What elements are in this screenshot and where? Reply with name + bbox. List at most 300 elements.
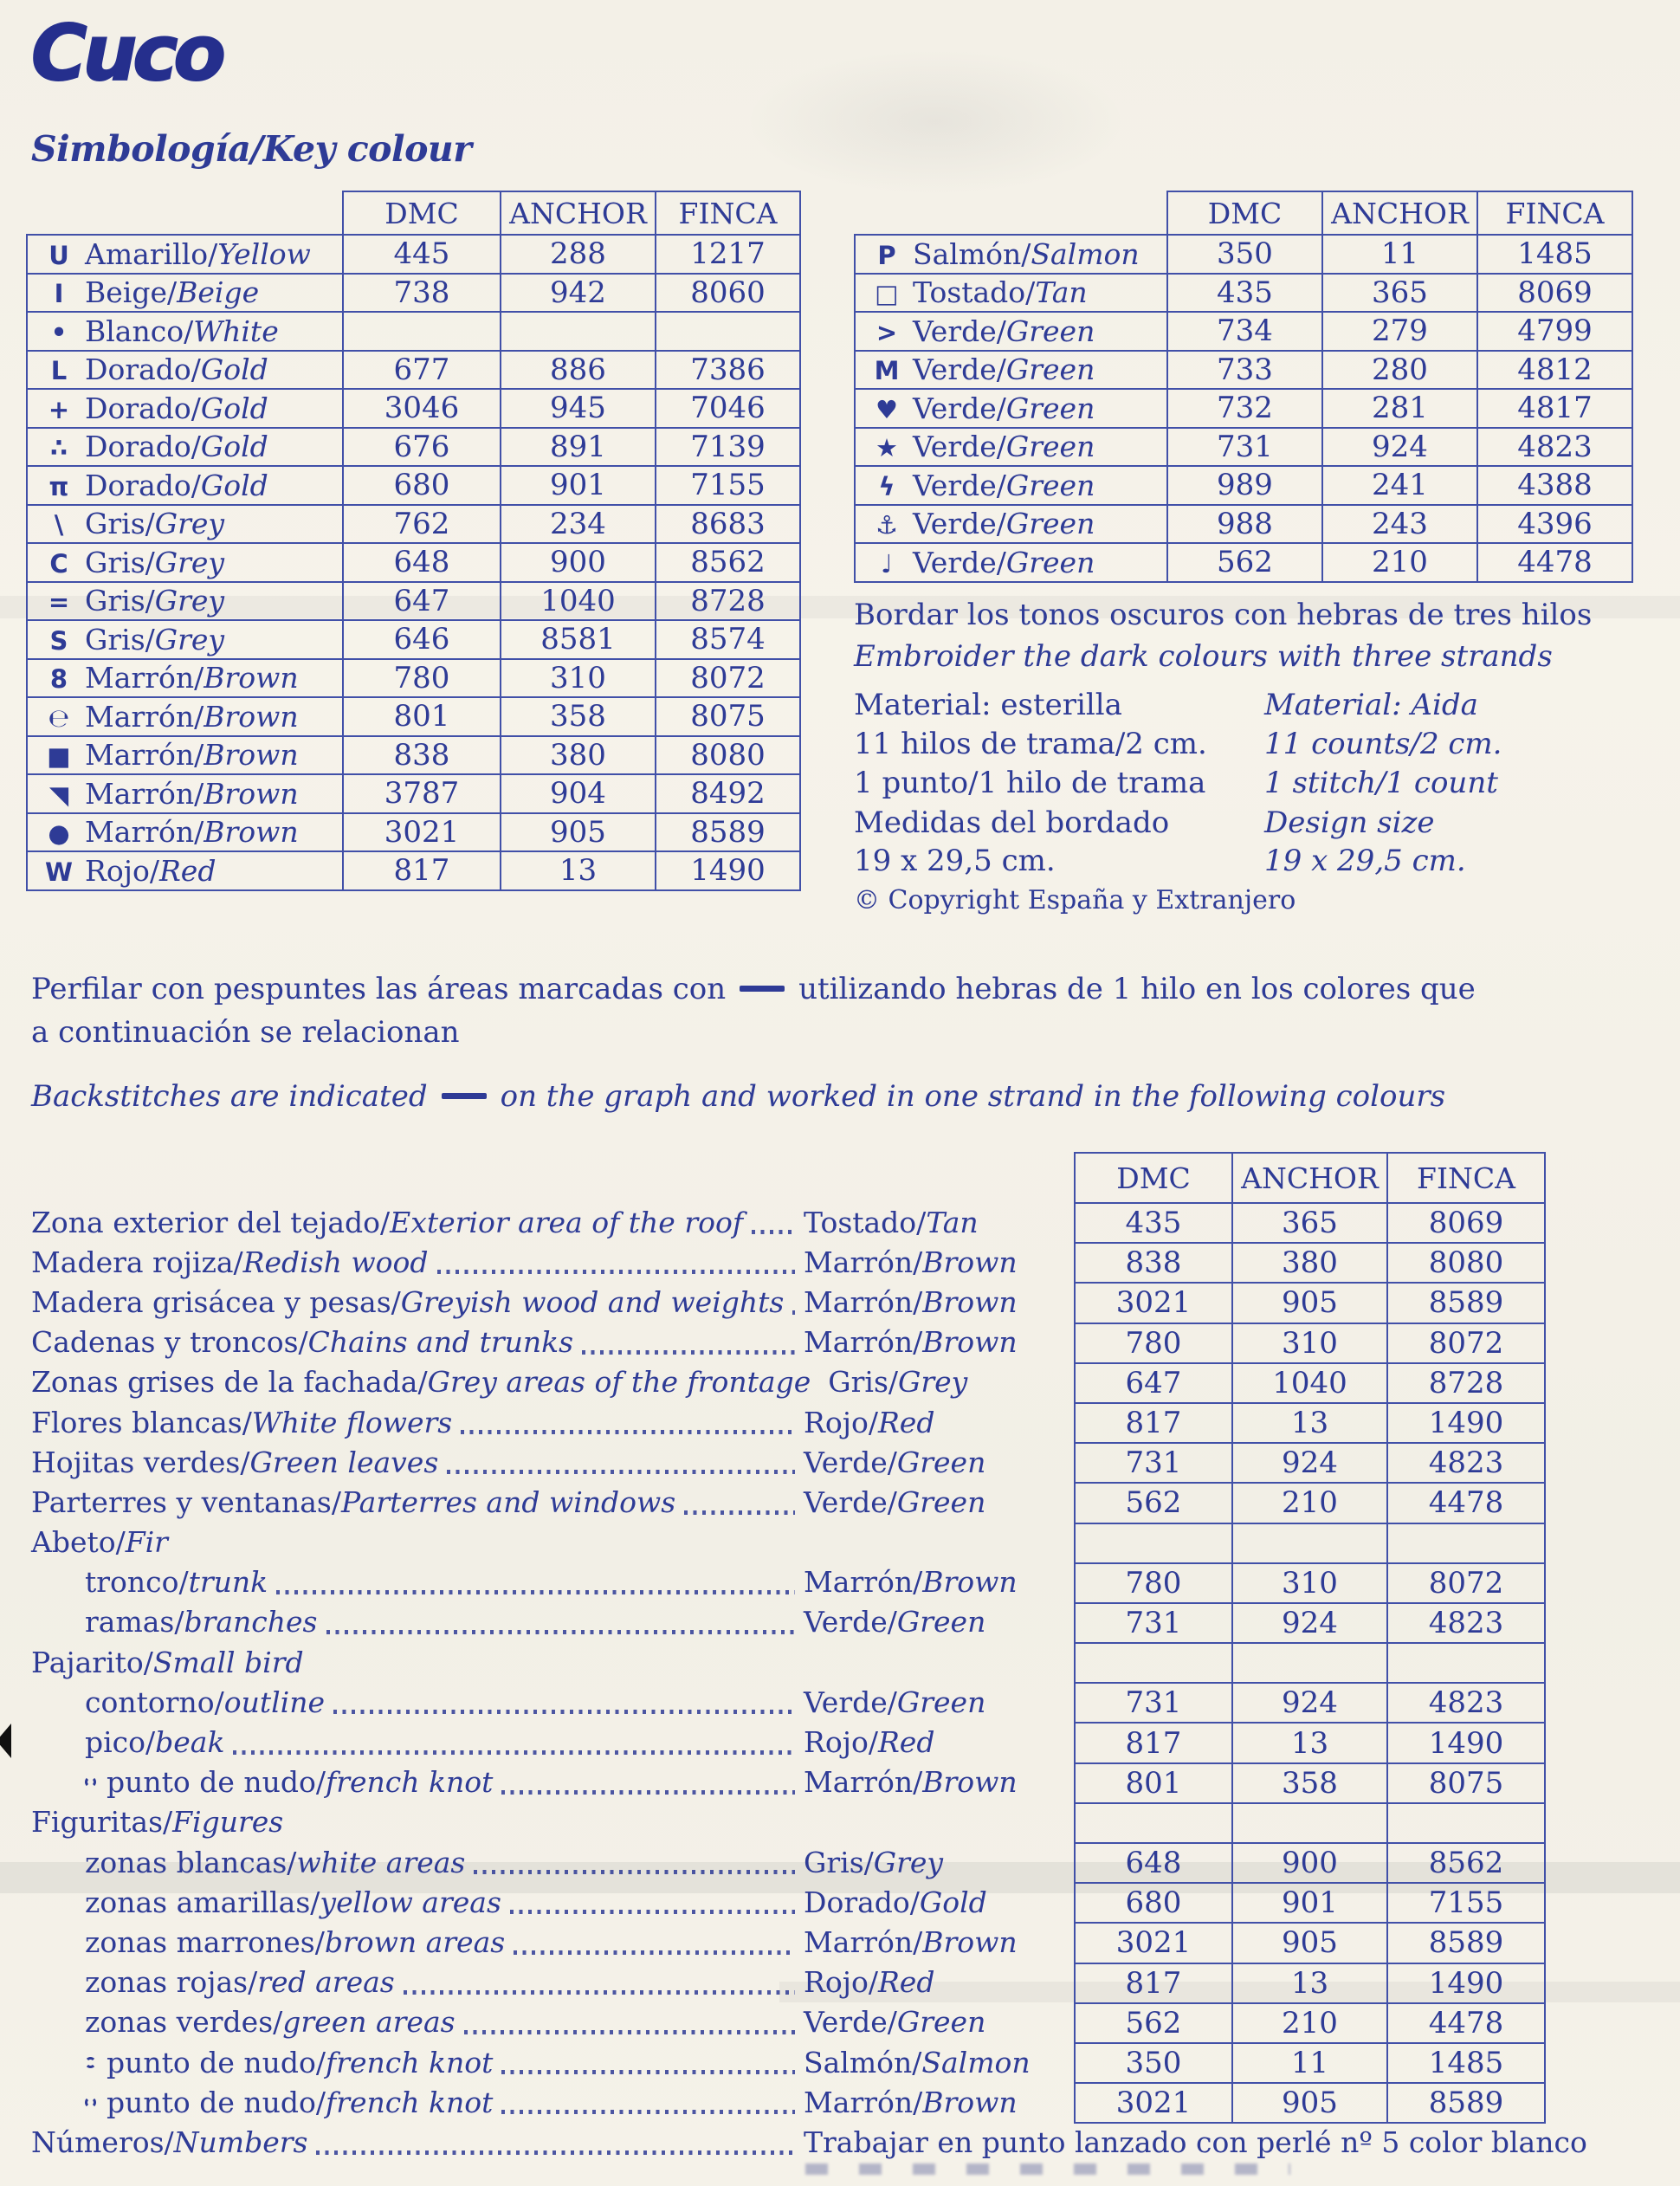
key-row bbox=[27, 428, 800, 467]
colour-name-en: Grey bbox=[154, 545, 225, 579]
key-row bbox=[855, 543, 1632, 582]
list-item-colour bbox=[804, 1925, 1074, 1959]
dotted-leader bbox=[752, 1230, 795, 1234]
key-row bbox=[27, 543, 800, 582]
finca-cell: 1485 bbox=[1387, 2043, 1545, 2083]
anchor-cell: 945 bbox=[501, 389, 656, 428]
anchor-cell: 288 bbox=[501, 235, 656, 274]
dotted-leader bbox=[792, 1310, 795, 1315]
list-item-colour bbox=[804, 2125, 1587, 2159]
list-item bbox=[31, 1242, 1074, 1282]
dotted-leader bbox=[233, 1750, 795, 1755]
colour-name-es: Salmón/ bbox=[913, 236, 1031, 271]
anchor-cell: 1040 bbox=[501, 582, 656, 621]
anchor-cell: 900 bbox=[501, 543, 656, 582]
dmc-cell: 733 bbox=[1167, 351, 1322, 390]
dotted-leader bbox=[474, 1870, 795, 1874]
list-item-label bbox=[31, 1445, 438, 1479]
label-en: branches bbox=[184, 1605, 318, 1640]
colour-en: Green bbox=[896, 1484, 986, 1519]
label-en: Grey areas of the frontage bbox=[427, 1365, 811, 1400]
finca-cell: 1217 bbox=[656, 235, 800, 274]
list-item-label bbox=[31, 2046, 493, 2079]
dmc-cell: 647 bbox=[1075, 1363, 1232, 1403]
dmc-cell: 3021 bbox=[1075, 1283, 1232, 1323]
table-row bbox=[1075, 1643, 1545, 1683]
finca-cell: 4396 bbox=[1477, 505, 1632, 544]
key-row bbox=[27, 466, 800, 505]
finca-cell: 4823 bbox=[1477, 428, 1632, 467]
dmc-cell: 3787 bbox=[343, 774, 501, 813]
material-en-line: 11 counts/2 cm. bbox=[1264, 727, 1502, 761]
label-en: Greyish wood and weights bbox=[400, 1284, 785, 1319]
colour-name-en: Gold bbox=[200, 352, 268, 387]
label-en: beak bbox=[155, 1725, 225, 1760]
symbol-name-cell bbox=[27, 389, 343, 428]
anchor-cell: 924 bbox=[1232, 1683, 1387, 1723]
list-item-colour bbox=[804, 1765, 1074, 1799]
label-es: Madera grisácea y pesas/ bbox=[31, 1284, 401, 1319]
anchor-cell: 1040 bbox=[1232, 1363, 1387, 1403]
colour-name-es: Marrón/ bbox=[85, 699, 204, 734]
label-en: french knot bbox=[326, 2045, 494, 2079]
backstitch-intro-es-line2: a continuación se relacionan bbox=[31, 1015, 460, 1050]
list-item bbox=[31, 1602, 1074, 1642]
list-item bbox=[31, 1922, 1074, 1962]
stitch-symbol-icon: \ bbox=[54, 510, 64, 540]
list-item-colour bbox=[804, 1965, 1074, 1999]
finca-cell: 8075 bbox=[1387, 1763, 1545, 1803]
key-row bbox=[855, 466, 1632, 505]
symbol-name-cell bbox=[27, 851, 343, 890]
anchor-cell bbox=[1232, 1643, 1387, 1683]
symbol-name-cell bbox=[27, 774, 343, 813]
stitch-symbol-icon: π bbox=[48, 471, 69, 501]
key-header-row bbox=[855, 191, 1632, 235]
label-es: ramas/ bbox=[85, 1605, 184, 1640]
list-item-colour bbox=[804, 1725, 1074, 1759]
colour-en: Tan bbox=[926, 1205, 979, 1239]
label-en: Fir bbox=[125, 1525, 168, 1560]
anchor-cell bbox=[1232, 1803, 1387, 1843]
colour-es: Rojo/ bbox=[804, 1965, 878, 2000]
finca-cell: 4478 bbox=[1477, 543, 1632, 582]
key-row bbox=[27, 505, 800, 544]
key-row bbox=[855, 235, 1632, 274]
intro-en-text-a: Backstitches are indicated bbox=[31, 1079, 428, 1114]
colour-name-es: Rojo/ bbox=[85, 853, 159, 888]
colour-en: Salmon bbox=[921, 2045, 1031, 2079]
colour-name-es: Blanco/ bbox=[85, 314, 194, 348]
list-item bbox=[31, 2042, 1074, 2082]
colour-name-en: Green bbox=[1005, 468, 1095, 502]
finca-cell: 8683 bbox=[656, 505, 800, 544]
symbol-name-cell bbox=[27, 736, 343, 775]
symbol-name-cell bbox=[27, 582, 343, 621]
anchor-cell: 886 bbox=[501, 351, 656, 390]
dmc-cell: 677 bbox=[343, 351, 501, 390]
stitch-symbol-icon: • bbox=[50, 317, 68, 347]
list-item bbox=[31, 1882, 1074, 1922]
colour-name-es: Dorado/ bbox=[85, 391, 201, 425]
symbol-name-cell bbox=[27, 659, 343, 698]
colour-es: Marrón/ bbox=[804, 1325, 923, 1360]
colour-es: Marrón/ bbox=[804, 1765, 923, 1800]
colour-en: Brown bbox=[922, 1325, 1018, 1360]
label-es: zonas marrones/ bbox=[85, 1924, 325, 1959]
label-en: Exterior area of the roof bbox=[390, 1205, 744, 1239]
colour-en: Gold bbox=[919, 1885, 987, 1919]
finca-cell: 8589 bbox=[1387, 1923, 1545, 1963]
anchor-cell: 942 bbox=[501, 274, 656, 313]
list-item bbox=[31, 1722, 1074, 1762]
finca-cell: 4823 bbox=[1387, 1603, 1545, 1643]
key-row bbox=[27, 697, 800, 736]
column-header-anchor: ANCHOR bbox=[1232, 1153, 1387, 1203]
anchor-cell: 358 bbox=[501, 697, 656, 736]
dotted-leader bbox=[582, 1350, 795, 1355]
colour-name-en: Grey bbox=[154, 507, 225, 541]
key-row bbox=[27, 389, 800, 428]
label-es: Parterres y ventanas/ bbox=[31, 1484, 341, 1519]
colour-name-en: Grey bbox=[154, 584, 225, 618]
label-es: zonas amarillas/ bbox=[85, 1885, 320, 1919]
dmc-cell: 731 bbox=[1075, 1683, 1232, 1723]
finca-cell: 8492 bbox=[656, 774, 800, 813]
strands-note-es: Bordar los tonos oscuros con hebras de tres hilos bbox=[854, 598, 1593, 632]
dmc-cell: 648 bbox=[343, 543, 501, 582]
anchor-cell: 901 bbox=[501, 466, 656, 505]
anchor-cell: 310 bbox=[501, 659, 656, 698]
dotted-leader bbox=[684, 1510, 795, 1515]
french-knot-icon bbox=[85, 1776, 96, 1788]
list-item-label bbox=[31, 2125, 307, 2159]
colour-es: Marrón/ bbox=[804, 1565, 923, 1600]
colour-en: Brown bbox=[922, 1245, 1018, 1279]
colour-name-en: Brown bbox=[204, 699, 299, 734]
label-es: zonas blancas/ bbox=[85, 1845, 297, 1879]
symbol-name-cell bbox=[855, 543, 1167, 582]
key-colour-table-left bbox=[26, 191, 801, 891]
colour-name-en: White bbox=[193, 314, 279, 348]
dmc-cell: 801 bbox=[343, 697, 501, 736]
finca-cell: 4388 bbox=[1477, 466, 1632, 505]
colour-es: Verde/ bbox=[804, 2005, 897, 2040]
stitch-symbol-icon: ℮ bbox=[48, 702, 70, 733]
stitch-symbol-icon: P bbox=[877, 240, 896, 270]
cutoff-print-fragment bbox=[805, 2163, 1290, 2175]
dotted-leader bbox=[437, 1270, 795, 1274]
list-item bbox=[31, 2082, 1074, 2122]
stitch-symbol-icon: S bbox=[49, 625, 68, 656]
list-item-label bbox=[31, 1245, 429, 1279]
dotted-leader bbox=[447, 1470, 795, 1474]
colour-es: Gris/ bbox=[804, 1845, 874, 1879]
key-row bbox=[855, 312, 1632, 351]
finca-cell: 4817 bbox=[1477, 389, 1632, 428]
stitch-symbol-icon: M bbox=[874, 356, 900, 386]
anchor-cell: 210 bbox=[1322, 543, 1477, 582]
dmc-cell: 3046 bbox=[343, 389, 501, 428]
copyright-note: © Copyright España y Extranjero bbox=[854, 885, 1296, 915]
symbol-name-cell bbox=[855, 312, 1167, 351]
colour-es: Marrón/ bbox=[804, 2085, 923, 2119]
finca-cell: 1490 bbox=[1387, 1723, 1545, 1762]
backstitch-dash-icon bbox=[740, 986, 785, 992]
dmc-cell: 435 bbox=[1075, 1203, 1232, 1243]
label-en: brown areas bbox=[324, 1924, 506, 1959]
colour-name-en: Red bbox=[158, 853, 216, 888]
colour-en: Grey bbox=[873, 1845, 944, 1879]
colour-es: Salmón/ bbox=[804, 2045, 922, 2079]
anchor-cell: 891 bbox=[501, 428, 656, 467]
dmc-cell: 435 bbox=[1167, 274, 1322, 313]
dmc-cell: 676 bbox=[343, 428, 501, 467]
finca-cell: 4478 bbox=[1387, 1483, 1545, 1523]
colour-name-es: Gris/ bbox=[85, 507, 155, 541]
colour-es: Gris/ bbox=[828, 1365, 899, 1400]
anchor-cell: 13 bbox=[1232, 1963, 1387, 2003]
label-en: White flowers bbox=[251, 1405, 453, 1439]
finca-cell: 8072 bbox=[656, 659, 800, 698]
list-item-label bbox=[31, 1485, 675, 1519]
list-item-label bbox=[31, 1965, 395, 1999]
stitch-symbol-icon: W bbox=[45, 857, 73, 887]
dmc-cell: 780 bbox=[1075, 1563, 1232, 1603]
column-header-finca: FINCA bbox=[1387, 1153, 1545, 1203]
finca-cell: 8069 bbox=[1477, 274, 1632, 313]
finca-cell bbox=[1387, 1523, 1545, 1563]
dmc-cell: 731 bbox=[1167, 428, 1322, 467]
column-header-dmc: DMC bbox=[343, 191, 501, 235]
table-row bbox=[1075, 1723, 1545, 1762]
label-en: Figures bbox=[172, 1805, 284, 1840]
label-en: Green leaves bbox=[249, 1445, 439, 1479]
list-item bbox=[31, 1362, 1074, 1402]
anchor-cell: 924 bbox=[1232, 1443, 1387, 1483]
table-row bbox=[1075, 1963, 1545, 2003]
dmc-cell: 988 bbox=[1167, 505, 1322, 544]
list-item bbox=[31, 1802, 1074, 1842]
dotted-leader bbox=[461, 1430, 795, 1434]
colour-es: Verde/ bbox=[804, 1484, 897, 1519]
list-item-label bbox=[31, 1525, 168, 1559]
label-es: punto de nudo/ bbox=[107, 2085, 326, 2119]
symbol-name-cell bbox=[27, 312, 343, 351]
table-row bbox=[1075, 1243, 1545, 1283]
anchor-cell bbox=[501, 312, 656, 351]
colour-name-es: Verde/ bbox=[913, 352, 1006, 387]
table-row bbox=[1075, 2043, 1545, 2083]
dmc-cell: 646 bbox=[343, 620, 501, 659]
dmc-cell: 732 bbox=[1167, 389, 1322, 428]
material-en-line: Material: Aida bbox=[1264, 688, 1478, 722]
finca-cell: 1485 bbox=[1477, 235, 1632, 274]
symbol-name-cell bbox=[855, 428, 1167, 467]
colour-name-es: Gris/ bbox=[85, 584, 155, 618]
finca-cell: 8728 bbox=[1387, 1363, 1545, 1403]
table-row bbox=[1075, 1763, 1545, 1803]
key-row bbox=[27, 235, 800, 274]
list-item-colour bbox=[804, 1285, 1074, 1319]
key-row bbox=[855, 389, 1632, 428]
colour-name-en: Brown bbox=[204, 776, 299, 811]
list-item bbox=[31, 1402, 1074, 1442]
anchor-cell: 358 bbox=[1232, 1763, 1387, 1803]
key-row bbox=[855, 505, 1632, 544]
key-header-row bbox=[27, 191, 800, 235]
design-size-en-label: Design size bbox=[1264, 805, 1435, 840]
symbol-name-cell bbox=[27, 505, 343, 544]
anchor-cell bbox=[1232, 1523, 1387, 1563]
colour-name-en: Beige bbox=[177, 275, 260, 310]
dotted-leader bbox=[404, 1990, 795, 1995]
colour-name-es: Dorado/ bbox=[85, 468, 201, 502]
colour-name-en: Gold bbox=[200, 468, 268, 502]
anchor-cell: 11 bbox=[1232, 2043, 1387, 2083]
label-es: punto de nudo/ bbox=[107, 2045, 326, 2079]
list-item-label bbox=[31, 1365, 811, 1399]
list-item-label bbox=[31, 1565, 268, 1599]
anchor-cell: 310 bbox=[1232, 1563, 1387, 1603]
colour-es: Marrón/ bbox=[804, 1284, 923, 1319]
dmc-cell: 3021 bbox=[1075, 2083, 1232, 2123]
symbol-name-cell bbox=[855, 235, 1167, 274]
colour-name-es: Tostado/ bbox=[913, 275, 1036, 310]
finca-cell: 8589 bbox=[656, 813, 800, 852]
stitch-symbol-icon: ■ bbox=[47, 741, 71, 772]
dmc-cell: 734 bbox=[1167, 312, 1322, 351]
dmc-cell: 838 bbox=[1075, 1243, 1232, 1283]
finca-cell: 8075 bbox=[656, 697, 800, 736]
label-es: Abeto/ bbox=[31, 1525, 126, 1560]
colour-en: Brown bbox=[922, 1284, 1018, 1319]
colour-name-es: Dorado/ bbox=[85, 352, 201, 387]
symbol-name-cell bbox=[855, 351, 1167, 390]
list-item-label bbox=[31, 1765, 493, 1799]
dmc-cell: 350 bbox=[1075, 2043, 1232, 2083]
dmc-cell: 817 bbox=[1075, 1723, 1232, 1762]
label-en: Numbers bbox=[173, 2125, 308, 2159]
anchor-cell: 924 bbox=[1232, 1603, 1387, 1643]
dotted-leader bbox=[316, 2150, 795, 2155]
column-header-dmc: DMC bbox=[1075, 1153, 1232, 1203]
dmc-cell: 3021 bbox=[1075, 1923, 1232, 1963]
french-knot-icon bbox=[85, 2057, 96, 2068]
key-row bbox=[27, 351, 800, 390]
anchor-cell: 901 bbox=[1232, 1883, 1387, 1923]
colour-en: Red bbox=[877, 1405, 935, 1439]
colour-name-es: Marrón/ bbox=[85, 738, 204, 773]
table-row bbox=[1075, 2083, 1545, 2123]
finca-cell: 8562 bbox=[656, 543, 800, 582]
anchor-cell: 279 bbox=[1322, 312, 1477, 351]
dmc-cell: 3021 bbox=[343, 813, 501, 852]
stitch-symbol-icon: + bbox=[48, 394, 70, 424]
stitch-symbol-icon: L bbox=[50, 356, 68, 386]
label-es: Números/ bbox=[31, 2125, 174, 2159]
colour-name-es: Verde/ bbox=[913, 430, 1006, 464]
dmc-cell bbox=[1075, 1803, 1232, 1843]
key-row bbox=[855, 351, 1632, 390]
list-item-colour bbox=[804, 2086, 1074, 2119]
list-item-colour bbox=[804, 1206, 1074, 1239]
list-item-label bbox=[31, 1605, 318, 1639]
colour-name-en: Salmon bbox=[1031, 236, 1140, 271]
list-item-label bbox=[31, 1285, 784, 1319]
colour-es: Tostado/ bbox=[804, 1205, 927, 1239]
colour-es: Rojo/ bbox=[804, 1405, 878, 1439]
finca-cell: 1490 bbox=[656, 851, 800, 890]
brand-logo: Cuco bbox=[31, 9, 222, 98]
finca-cell: 4812 bbox=[1477, 351, 1632, 390]
colour-name-es: Gris/ bbox=[85, 622, 155, 656]
dmc-cell: 680 bbox=[343, 466, 501, 505]
colour-name-es: Marrón/ bbox=[85, 661, 204, 695]
label-es: Hojitas verdes/ bbox=[31, 1445, 250, 1479]
colour-name-es: Gris/ bbox=[85, 545, 155, 579]
colour-name-en: Green bbox=[1005, 314, 1095, 348]
colour-name-es: Verde/ bbox=[913, 314, 1006, 348]
anchor-cell: 13 bbox=[1232, 1403, 1387, 1443]
label-en: yellow areas bbox=[320, 1885, 501, 1919]
stitch-symbol-icon: U bbox=[48, 240, 69, 270]
list-item-colour bbox=[804, 1885, 1074, 1919]
backstitch-intro-es-line1 bbox=[31, 972, 1476, 1006]
colour-en: Brown bbox=[922, 1565, 1018, 1600]
colour-en: Red bbox=[877, 1965, 935, 2000]
list-item-colour bbox=[828, 1365, 1098, 1399]
dmc-cell: 648 bbox=[1075, 1843, 1232, 1883]
anchor-cell: 280 bbox=[1322, 351, 1477, 390]
table-row bbox=[1075, 1483, 1545, 1523]
backstitch-intro-en bbox=[31, 1079, 1445, 1114]
table-row bbox=[1075, 1443, 1545, 1483]
list-item bbox=[31, 1842, 1074, 1882]
colour-es: Rojo/ bbox=[804, 1725, 878, 1760]
colour-en: Green bbox=[896, 1445, 986, 1479]
symbol-name-cell bbox=[855, 389, 1167, 428]
label-en: white areas bbox=[296, 1845, 466, 1879]
column-header-dmc: DMC bbox=[1167, 191, 1322, 235]
finca-cell: 7155 bbox=[656, 466, 800, 505]
colour-en: Green bbox=[896, 1605, 986, 1640]
label-es: Zonas grises de la fachada/ bbox=[31, 1365, 428, 1400]
list-item-colour bbox=[804, 1325, 1074, 1359]
symbol-name-cell bbox=[27, 235, 343, 274]
finca-cell: 7386 bbox=[656, 351, 800, 390]
label-en: Parterres and windows bbox=[340, 1484, 676, 1519]
colour-name-en: Brown bbox=[204, 815, 299, 850]
key-header-row bbox=[1075, 1153, 1545, 1203]
stitch-symbol-icon: ♩ bbox=[881, 548, 893, 579]
colour-name-es: Beige/ bbox=[85, 275, 178, 310]
column-header-anchor: ANCHOR bbox=[1322, 191, 1477, 235]
finca-cell: 8060 bbox=[656, 274, 800, 313]
dmc-cell: 731 bbox=[1075, 1443, 1232, 1483]
anchor-cell: 234 bbox=[501, 505, 656, 544]
scan-smudge bbox=[745, 48, 1126, 195]
column-header-finca: FINCA bbox=[656, 191, 800, 235]
colour-es: Verde/ bbox=[804, 1605, 897, 1640]
key-row bbox=[855, 274, 1632, 313]
colour-name-en: Green bbox=[1005, 352, 1095, 387]
table-row bbox=[1075, 1203, 1545, 1243]
list-item bbox=[31, 1282, 1074, 1322]
colour-name-es: Amarillo/ bbox=[85, 236, 218, 271]
key-row bbox=[27, 736, 800, 775]
list-item-colour bbox=[804, 1406, 1074, 1439]
